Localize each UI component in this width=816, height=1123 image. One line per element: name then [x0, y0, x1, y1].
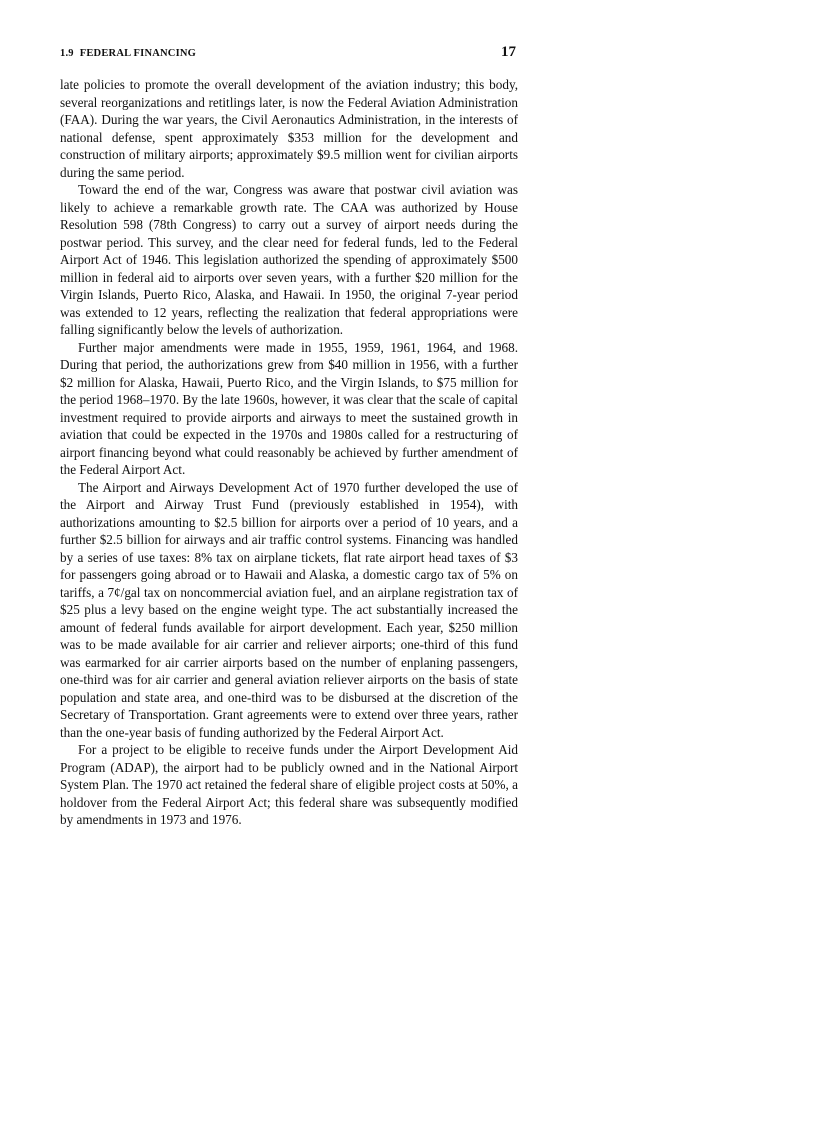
book-page	[60, 38, 518, 829]
paragraph-postwar-survey: Toward the end of the war, Congress was aware that postwar civil aviation was likely to achieve a remarkable growth rate. The CAA was authorized by House Resolution 598 (78th Congress) to carry out a survey of airport needs during the postwar period. This survey, and the clear need for federal funds, led to the Federal Airport Act of 1946. This legislation authorized the spending of approximately $500 million in federal aid to airports over seven years, with a further $20 million for the Virgin Islands, Puerto Rico, Alaska, and Hawaii. In 1950, the original 7-year period was extended to 12 years, reflecting the realization that federal appropriations were falling significantly below the levels of authorization.	[60, 182, 518, 337]
section-number: 1.9	[60, 48, 74, 59]
body-text	[60, 76, 518, 829]
paragraph-continued: late policies to promote the overall development of the aviation industry; this body, several reorganizations and retitlings later, is now the Federal Aviation Administration (FAA). During the war years, the Civil Aeronautics Administration, in the interests of national defense, spent approximately $353 million for the development and construction of military airports; approximately $9.5 million went for civilian airports during the same period.	[60, 77, 518, 180]
paragraph-trust-fund: The Airport and Airways Development Act of 1970 further developed the use of the Airport and Airway Trust Fund (previously established in 1954), with authorizations amounting to $2.5 billion for airports over a period of 10 years, and a further $2.5 billion for airways and air traffic control systems. Financing was handled by a series of use taxes: 8% tax on airplane tickets, flat rate airport head taxes of $3 for passengers going abroad or to Hawaii and Alaska, a domestic cargo tax of 5% on tariffs, a 7¢/gal tax on noncommercial aviation fuel, and an airplane registration tax of $25 plus a levy based on the engine weight type. The act substantially increased the amount of federal funds available for airport development. Each year, $250 million was to be made available for air carrier and reliever airports; one-third of this fund was earmarked for air carrier airports based on the number of enplaning passengers, one-third was for air carrier and general aviation reliever airports on the basis of state population and state area, and one-third was to be disbursed at the discretion of the Secretary of Transportation. Grant agreements were to extend over three years, rather than the one-year basis of funding authorized by the Federal Airport Act.	[60, 479, 518, 740]
paragraph-amendments: Further major amendments were made in 1955, 1959, 1961, 1964, and 1968. During that period, the authorizations grew from $40 million in 1956, with a further $2 million for Alaska, Hawaii, Puerto Rico, and the Virgin Islands, to $75 million for the period 1968–1970. By the late 1960s, however, it was clear that the scale of capital investment required to provide airports and airways to meet the sustained growth in aviation that could be expected in the 1970s and 1980s called for a restructuring of airport financing beyond what could reasonably be achieved by further amendment of the Federal Airport Act.	[60, 339, 518, 477]
paragraph-adap-eligibility: For a project to be eligible to receive funds under the Airport Development Aid Program (ADAP), the airport had to be publicly owned and in the National Airport System Plan. The 1970 act retained the federal share of eligible project costs at 50%, a holdover from the Federal Airport Act; this federal share was subsequently modified by amendments in 1973 and 1976.	[60, 742, 518, 827]
running-header	[60, 38, 518, 60]
section-title: FEDERAL FINANCING	[79, 48, 197, 59]
page-number: 17	[501, 44, 516, 60]
section-heading	[60, 38, 196, 59]
